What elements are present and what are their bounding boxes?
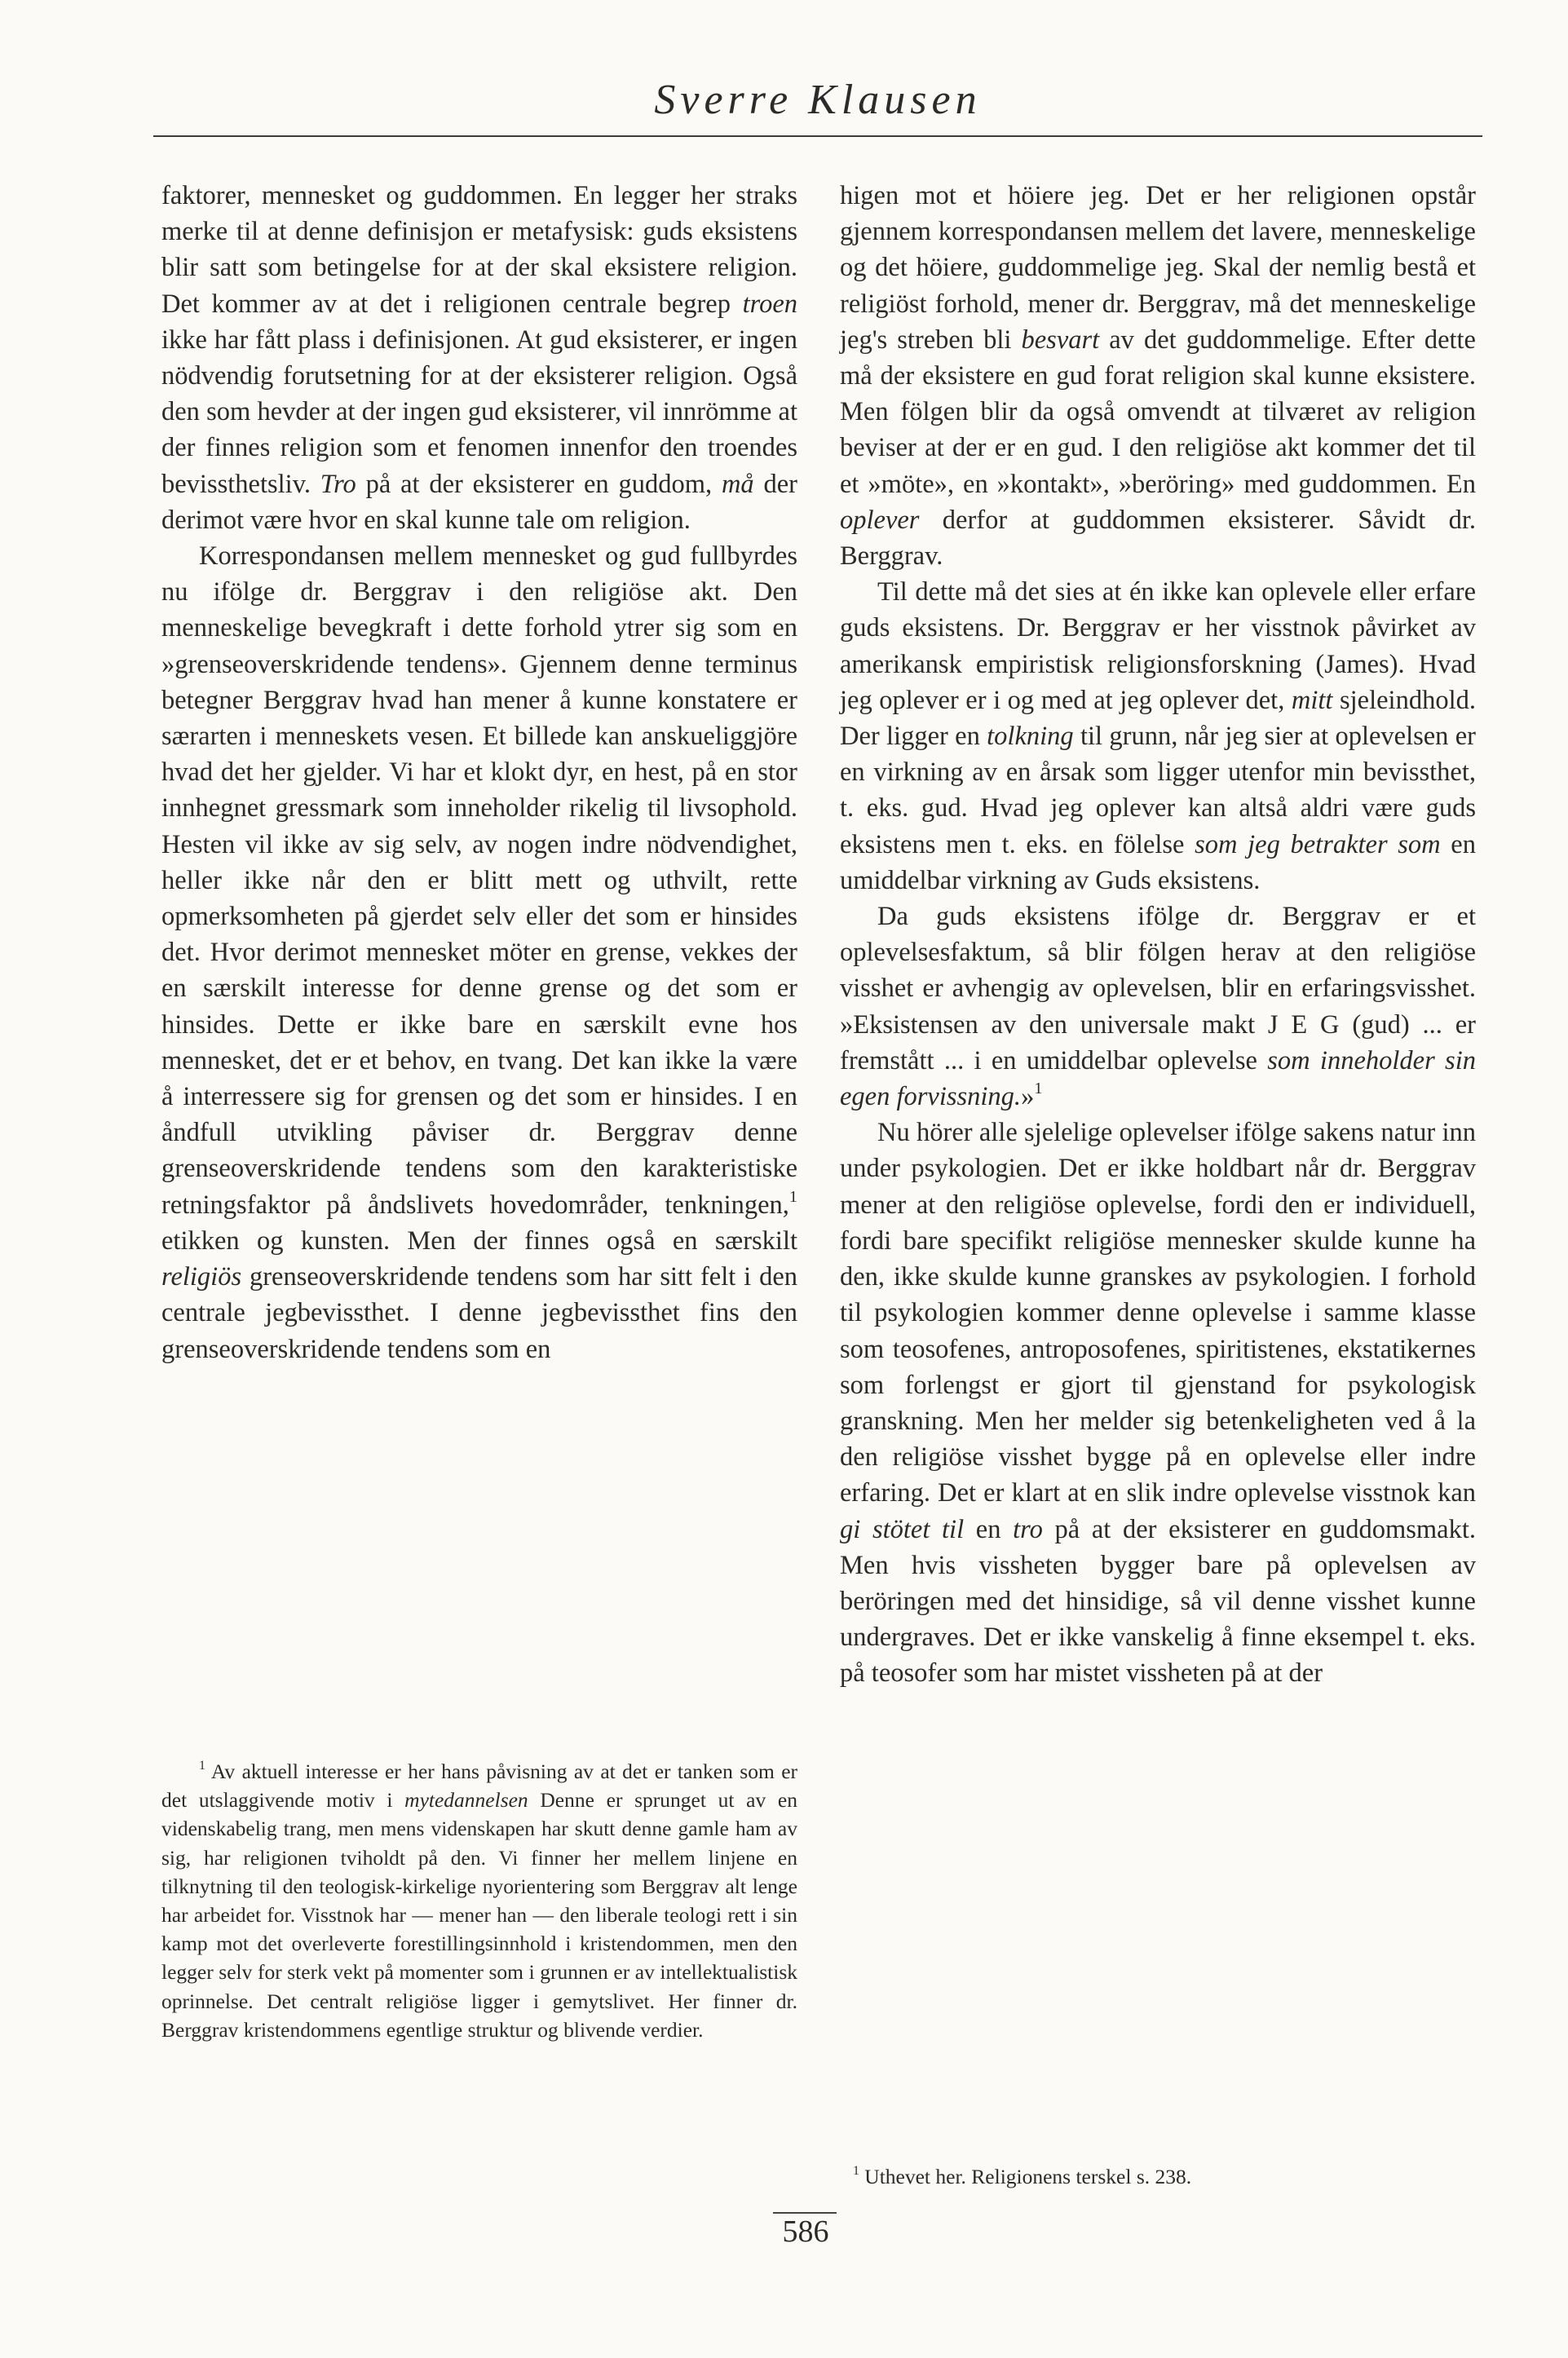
right-paragraph-2: Til dette må det sies at én ikke kan oplevele eller erfare guds eksistens. Dr. Berggrav er her visstnok påvirket av amerikansk empiristisk religionsforskning (James). Hvad jeg oplever er i og med at jeg oplever det, mitt sjeleindhold. Der ligger en tolkning til grunn, når jeg sier at oplevelsen er en virkning av en årsak som ligger utenfor min bevissthet, t. eks. gud. Hvad jeg oplever kan altså aldri være guds eksistens men t. eks. en fölelse som jeg betrakter som en umiddelbar virkning av Guds eksistens. bbox=[840, 577, 1476, 895]
header-rule bbox=[153, 135, 1482, 137]
left-paragraph-1: faktorer, mennesket og guddommen. En legger her straks merke til at denne definisjon er metafysisk: guds eksistens blir satt som betingelse for at der skal eksistere religion. Det kommer av at det i religionen centrale begrep troen ikke har fått plass i definisjonen. At gud eksisterer, er ingen nödvendig forutsetning for at der eksisterer religion. Også den som hevder at der ingen gud eksisterer, vil innrömme at der finnes religion som et fenomen innenfor den troendes bevissthetsliv. Tro på at der eksisterer en guddom, må der derimot være hvor en skal kunne tale om religion. bbox=[161, 181, 797, 535]
right-paragraph-3: Da guds eksistens ifölge dr. Berggrav er et oplevelsesfaktum, så blir fölgen herav at den religiöse visshet er avhengig av oplevelsen, blir en erfaringsvisshet. »Eksistensen av den universale makt J E G (gud) ... er fremstått ... i en umiddelbar oplevelse som inneholder sin egen forvissning.»$^1$ bbox=[840, 902, 1476, 1112]
right-paragraph-4: Nu hörer alle sjelelige oplevelser ifölge sakens natur inn under psykologien. Det er ikke holdbart når dr. Berggrav mener at den religiöse oplevelse, fordi den er individuell, fordi bare specifikt religiöse mennesker skulde kunne ha den, ikke skulde kunne granskes av psykologien. I forhold til psykologien kommer denne oplevelse i samme klasse som teosofenes, antroposofenes, spiritistenes, ekstatikernes som forlengst er gjort til gjenstand for psykologisk granskning. Men her melder sig betenkeligheten ved å la den religiöse visshet bygge på en oplevelse eller indre erfaring. Det er klart at en slik indre oplevelse visstnok kan gi stötet til en tro på at der eksisterer en guddomsmakt. Men hvis vissheten bygger bare på oplevelsen av beröringen med det hinsidige, så vil denne visshet kunne undergraves. Det er ikke vanskelig å finne eksempel t. eks. på teosofer som har mistet vissheten på at der bbox=[840, 1118, 1476, 1689]
footnote-1-left: $^1$ Av aktuell interesse er her hans påvisning av at det er tanken som er det utslaggivende motiv i mytedannelsen Denne er sprunget ut av en videnskabelig trang, men mens videnskapen har skutt denne gamle ham av sig, har religionen tviholdt på den. Vi finner her mellem linjene en tilknytning til den teologisk-kirkelige nyorientering som Berggrav alt lenge har arbeidet for. Visstnok har — mener han — den liberale teologi rett i sin kamp mot det overleverte forestillingsinnhold i kristendommen, men den legger selv for sterk vekt på momenter som i grunnen er av intellektualistisk oprinnelse. Det centralt religiöse ligger i gemytslivet. Her finner dr. Berggrav kristendommens egentlige struktur og blivende verdier. bbox=[161, 1758, 798, 2042]
running-title: Sverre Klausen bbox=[654, 77, 982, 123]
left-footnote bbox=[161, 1757, 797, 2044]
footnote-ref-left: 1 bbox=[788, 1187, 797, 1206]
running-header bbox=[153, 65, 1482, 135]
footnote-1-right: $^1$ Uthevet her. Religionens terskel s. 238. bbox=[853, 2163, 1192, 2188]
page-number: 586 bbox=[782, 2214, 829, 2249]
right-column bbox=[840, 178, 1476, 1692]
left-column bbox=[161, 178, 797, 1367]
left-paragraph-2: Korrespondansen mellem mennesket og gud fullbyrdes nu ifölge dr. Berggrav i den religiöse akt. Den menneskelige bevegkraft i dette forhold ytrer sig som en »grenseoverskridende tendens». Gjennem denne terminus betegner Berggrav hvad han mener å kunne konstatere er særarten i menneskets vesen. Et billede kan anskueliggjöre hvad det her gjelder. Vi har et klokt dyr, en hest, på en stor innhegnet gressmark som inneholder rikelig til livsophold. Hesten vil ikke av sig selv, av nogen indre nödvendighet, heller ikke når den er blitt mett og uthvilt, rette opmerksomheten på gjerdet selv eller det som er hinsides det. Hvor derimot mennesket möter en grense, vekkes der en særskilt interesse for denne grense og det som er hinsides. Dette er ikke bare en særskilt evne hos mennesket, det er et behov, en tvang. Det kan ikke la være å interressere sig for grensen og det som er hinsides. I en åndfull utvikling påviser dr. Berggrav denne grenseoverskridende tendens som den karakteristiske retningsfaktor på åndslivets hovedområder, tenkningen,$^1$ etikken og kunsten. Men der finnes også en særskilt religiös grenseoverskridende tendens som har sitt felt i den centrale jegbevissthet. I denne jegbevissthet fins den grenseoverskridende tendens som en bbox=[161, 541, 797, 1364]
right-paragraph-1: higen mot et höiere jeg. Det er her religionen opstår gjennem korrespondansen mellem det lavere, menneskelige og det höiere, guddommelige jeg. Skal der nemlig bestå et religiöst forhold, mener dr. Berggrav, må det menneskelige jeg's streben bli besvart av det guddommelige. Efter dette må der eksistere en gud forat religion skal kunne eksistere. Men fölgen blir da også omvendt at tilværet av religion beviser at der er en gud. I den religiöse akt kommer det til et »möte», en »kontakt», »beröring» med guddommen. En oplever derfor at guddommen eksisterer. Såvidt dr. Berggrav. bbox=[840, 181, 1476, 572]
right-footnote bbox=[840, 2162, 1476, 2191]
footnote-ref-right: 1 bbox=[1034, 1079, 1043, 1097]
